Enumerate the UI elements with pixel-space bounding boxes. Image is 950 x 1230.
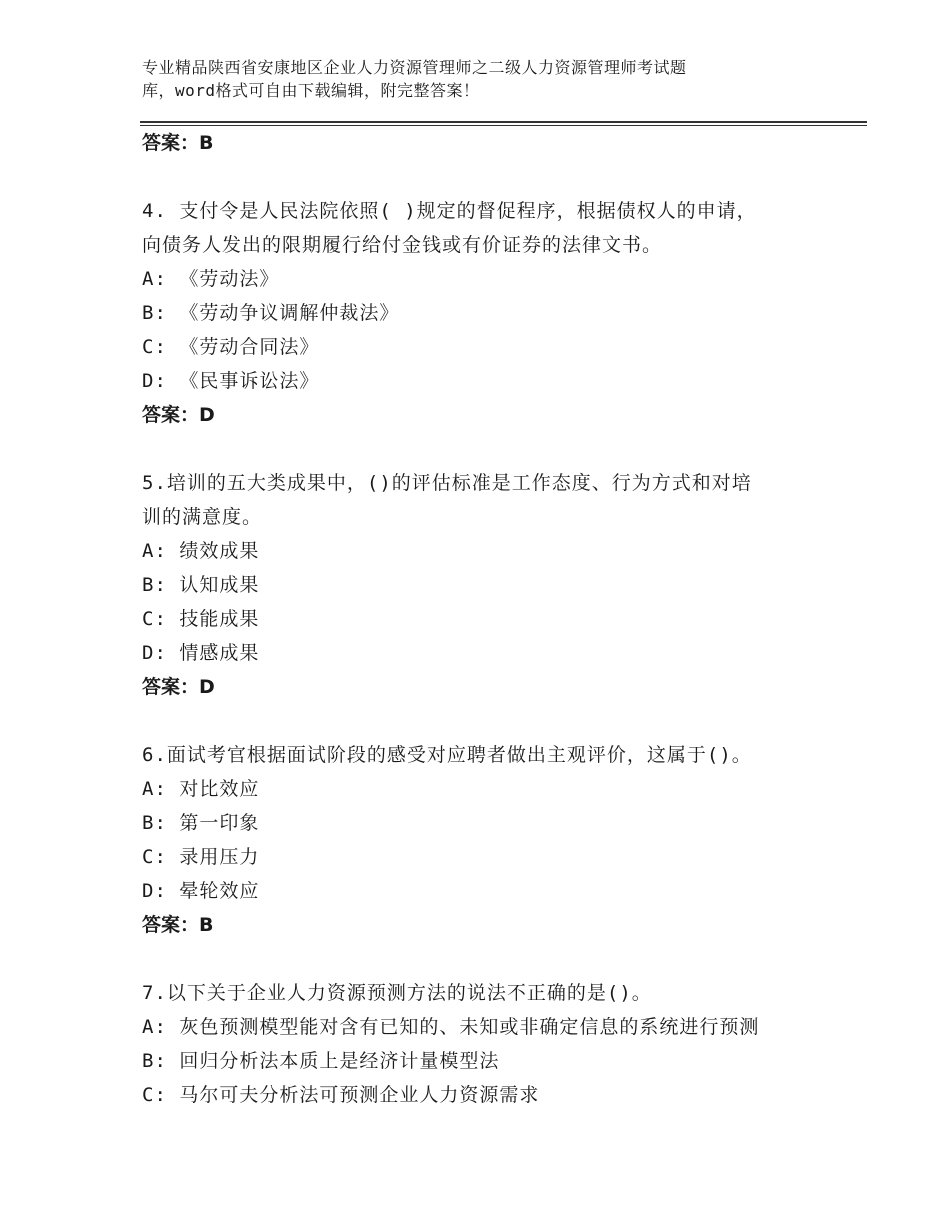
question-text: 向债务人发出的限期履行给付金钱或有价证券的法律文书。: [142, 234, 663, 256]
spacer: [142, 704, 842, 738]
option-c: C: 马尔可夫分析法可预测企业人力资源需求: [142, 1084, 540, 1106]
spacer: [142, 160, 842, 194]
document-content: [142, 126, 842, 1112]
question-block: [142, 976, 842, 1112]
document-header: [142, 56, 842, 102]
answer-line: 答案：B: [142, 914, 214, 936]
spacer: [142, 942, 842, 976]
option-d: D: 情感成果: [142, 642, 260, 664]
question-text: 训的满意度。: [142, 506, 263, 528]
question-block: [142, 194, 842, 432]
question-text: 6.面试考官根据面试阶段的感受对应聘者做出主观评价，这属于()。: [142, 744, 752, 766]
answer-line: 答案：B: [142, 132, 214, 154]
option-b: B: 《劳动争议调解仲裁法》: [142, 302, 400, 324]
answer-line: 答案：D: [142, 676, 215, 698]
question-text: 4. 支付令是人民法院依照( )规定的督促程序，根据债权人的申请，: [142, 200, 757, 222]
answer-line: 答案：D: [142, 404, 215, 426]
question-block: [142, 738, 842, 942]
question-block: [142, 466, 842, 704]
question-text: 7.以下关于企业人力资源预测方法的说法不正确的是()。: [142, 982, 652, 1004]
header-line-1: 专业精品陕西省安康地区企业人力资源管理师之二级人力资源管理师考试题: [142, 58, 687, 77]
option-d: D: 晕轮效应: [142, 880, 260, 902]
option-c: C: 录用压力: [142, 846, 260, 868]
option-a: A: 灰色预测模型能对含有已知的、未知或非确定信息的系统进行预测: [142, 1016, 760, 1038]
header-rule-thick: [140, 121, 867, 123]
option-c: C: 技能成果: [142, 608, 260, 630]
header-line-2: 库，word格式可自由下载编辑，附完整答案！: [142, 81, 480, 100]
option-c: C: 《劳动合同法》: [142, 336, 320, 358]
option-a: A: 对比效应: [142, 778, 260, 800]
option-b: B: 认知成果: [142, 574, 260, 596]
spacer: [142, 432, 842, 466]
option-b: B: 第一印象: [142, 812, 260, 834]
option-b: B: 回归分析法本质上是经济计量模型法: [142, 1050, 500, 1072]
option-a: A: 绩效成果: [142, 540, 260, 562]
option-a: A: 《劳动法》: [142, 268, 280, 290]
option-d: D: 《民事诉讼法》: [142, 370, 320, 392]
question-text: 5.培训的五大类成果中，()的评估标准是工作态度、行为方式和对培: [142, 472, 752, 494]
